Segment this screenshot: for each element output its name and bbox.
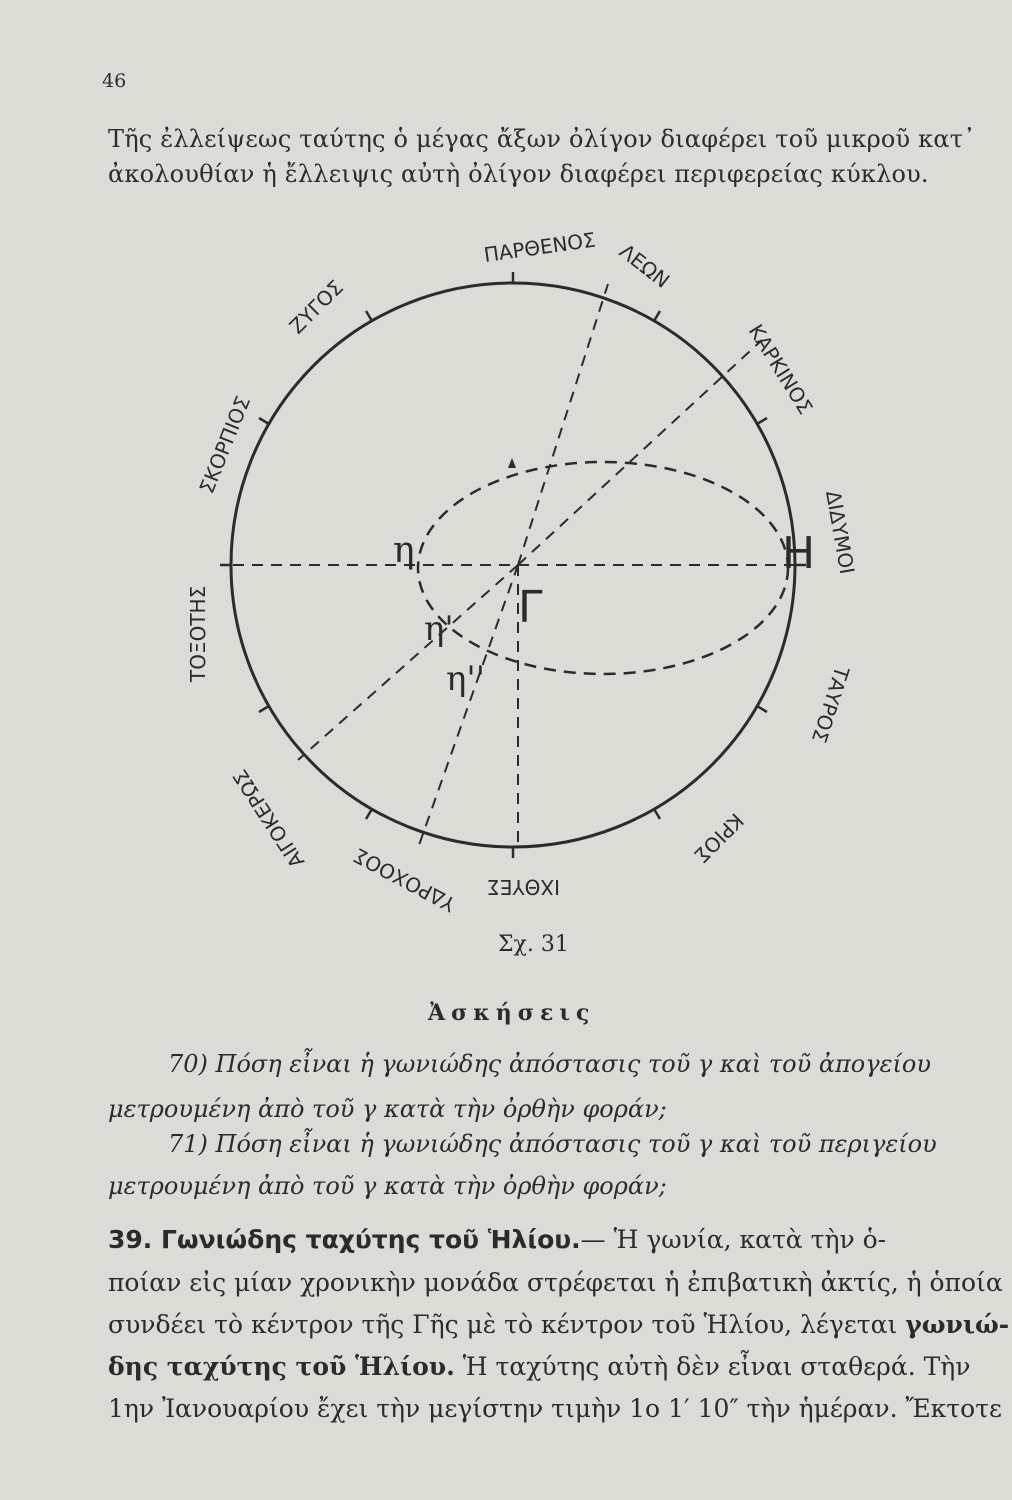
orbit-ellipse [418,462,788,674]
zodiac-label-tavros: ΤΑΥΡΟΣ [806,663,855,746]
small-arrow-marker [508,458,516,468]
section-heading: 39. Γωνιώδης ταχύτης τοῦ Ἡλίου. [108,1225,581,1254]
section-39-line-3 [108,1310,1009,1339]
intro-line-2: ἀκολουθίαν ἡ ἔλλειψις αὐτὴ ὀλίγον διαφέρει περιφερείας κύκλου. [108,160,929,188]
exercise-71-line-2: μετρουμένη ἀπὸ τοῦ γ κατὰ τὴν ὀρθὴν φοράν; [108,1172,667,1200]
zodiac-label-karkinos: ΚΑΡΚΙΝΟΣ [743,319,818,419]
zodiac-label-skorpios: ΣΚΟΡΠΙΟΣ [194,392,256,497]
exercise-71-line-1: 71) Πόση εἶναι ἡ γωνιώδης ἀπόστασις τοῦ γ καὶ τοῦ περιγείου [168,1130,937,1158]
label-eta: η [393,530,415,571]
page-number: 46 [102,70,127,92]
exercises-heading: Ἀσκήσεις [428,1000,596,1026]
label-eta-prime: η' [424,609,454,649]
zodiac-label-leon: ΛΕΩΝ [614,239,675,293]
zodiac-label-didymoi: ΔΙΔΥΜΟΙ [821,488,860,576]
zodiac-label-toxotis: ΤΟΞΟΤΗΣ [186,585,210,682]
label-big-eta: Η [782,528,816,579]
zodiac-label-ydrochoos: ΥΔΡΟΧΟΟΣ [349,843,460,917]
line-to-eta2 [418,565,518,848]
zodiac-label-krios: ΚΡΙΟΣ [689,808,749,868]
section-line-4-rest: Ἡ ταχύτης αὐτὴ δὲν εἶναι σταθερά. Τὴν [454,1352,971,1381]
zodiac-label-parthenos: ΠΑΡΘΕΝΟΣ [482,227,598,267]
section-line-1-rest: — Ἡ γωνία, κατὰ τὴν ὁ- [580,1225,887,1254]
section-39-line-2: ποίαν εἰς μίαν χρονικὴν μονάδα στρέφεται ἡ ἐπιβατικὴ ἀκτίς, ἡ ὁποία [108,1268,1003,1297]
exercise-70-line-2: μετρουμένη ἀπὸ τοῦ γ κατὰ τὴν ὀρθὴν φοράν; [108,1095,667,1123]
figure-caption: Σχ. 31 [498,932,569,957]
section-39-line-1 [108,1225,886,1254]
label-center-gamma: Γ [518,582,543,633]
intro-line-1: Τῆς ἐλλείψεως ταύτης ὁ μέγας ἄξων ὀλίγον διαφέρει τοῦ μικροῦ κατ᾽ [108,125,976,153]
zodiac-label-zygos: ΖΥΓΟΣ [284,275,348,339]
section-line-4-bold: δης ταχύτης τοῦ Ἡλίου. [108,1352,455,1381]
label-eta-double-prime: η'' [446,659,486,699]
exercise-70-line-1: 70) Πόση εἶναι ἡ γωνιώδης ἀπόστασις τοῦ γ καὶ τοῦ ἀπογείου [168,1050,931,1078]
section-line-3-a: συνδέει τὸ κέντρον τῆς Γῆς μὲ τὸ κέντρον τοῦ Ἡλίου, λέγεται [108,1310,906,1339]
zodiac-label-aigokeros: ΑΙΓΟΚΕΡΩΣ [227,765,310,873]
zodiac-label-ichthyes: ΙΧΘΥΕΣ [487,875,560,899]
section-39-line-5: 1ην Ἰανουαρίου ἔχει τὴν μεγίστην τιμὴν 1ο 1′ 10″ τὴν ἡμέραν. Ἔκτοτε [108,1394,1002,1423]
section-39-line-4 [108,1352,970,1381]
section-line-3-bold: γωνιώ- [905,1310,1010,1339]
